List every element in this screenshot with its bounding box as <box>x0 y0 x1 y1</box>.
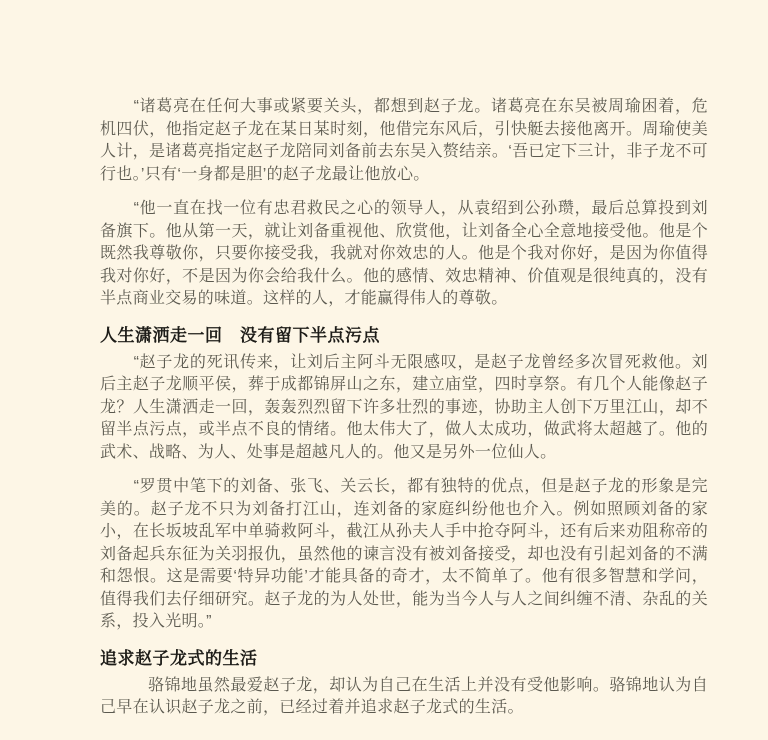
article-paragraph-3: “赵子龙的死讯传来，让刘后主阿斗无限感叹，是赵子龙曾经多次冒死救他。刘后主赵子龙顺平侯，葬于成都锦屏山之东，建立庙堂，四时享祭。有几个人能像赵子龙？人生潇洒走一回，轰轰烈烈留下许多壮烈的事迹，协助主人创下万里江山，却不留半点污点，或半点不良的情绪。他太伟大了，做人太成功，做武将太超越了。他的武术、战略、为人、处事是超越凡人的。他又是另外一位仙人。 <box>100 353 708 461</box>
section-heading-1: 人生潇洒走一回 没有留下半点污点 <box>100 325 380 345</box>
article-paragraph-5: 骆锦地虽然最爱赵子龙，却认为自己在生活上并没有受他影响。骆锦地认为自己早在认识赵子龙之前，已经过着并追求赵子龙式的生活。 <box>100 676 708 716</box>
article-paragraph-1: “诸葛亮在任何大事或紧要关头，都想到赵子龙。诸葛亮在东吴被周瑜困着，危机四伏，他指定赵子龙在某日某时刻，他借完东风后，引快艇去接他离开。周瑜使美人计，是诸葛亮指定赵子龙陪同刘备前去东吴入赘结亲。‘吾已定下三计，非子龙不可行也。’只有‘一身都是胆’的赵子龙最让他放心。 <box>100 98 708 183</box>
article-paragraph-2: “他一直在找一位有忠君救民之心的领导人，从袁绍到公孙瓒，最后总算投到刘备旗下。他从第一天，就让刘备重视他、欣赏他，让刘备全心全意地接受他。他是个既然我尊敬你，只要你接受我，我就对你效忠的人。他是个我对你好，是因为你值得我对你好，不是因为你会给我什么。他的感情、效忠精神、价值观是很纯真的，没有半点商业交易的味道。这样的人，才能赢得伟人的尊敬。 <box>100 200 708 307</box>
section-heading-2: 追求赵子龙式的生活 <box>100 648 258 668</box>
article-paragraph-4: “罗贯中笔下的刘备、张飞、关云长，都有独特的优点，但是赵子龙的形象是完美的。赵子龙不只为刘备打江山，连刘备的家庭纠纷他也介入。例如照顾刘备的家小，在长坂坡乱军中单骑救阿斗，截江从孙夫人手中抢夺阿斗，还有后来劝阻称帝的刘备起兵东征为关羽报仇，虽然他的谏言没有被刘备接受，却也没有引起刘备的不满和怨恨。这是需要‘特异功能’才能具备的奇才，太不简单了。他有很多智慧和学问，值得我们去仔细研究。赵子龙的为人处世，能为当今人与人之间纠缠不清、杂乱的关系，投入光明。” <box>100 478 708 630</box>
